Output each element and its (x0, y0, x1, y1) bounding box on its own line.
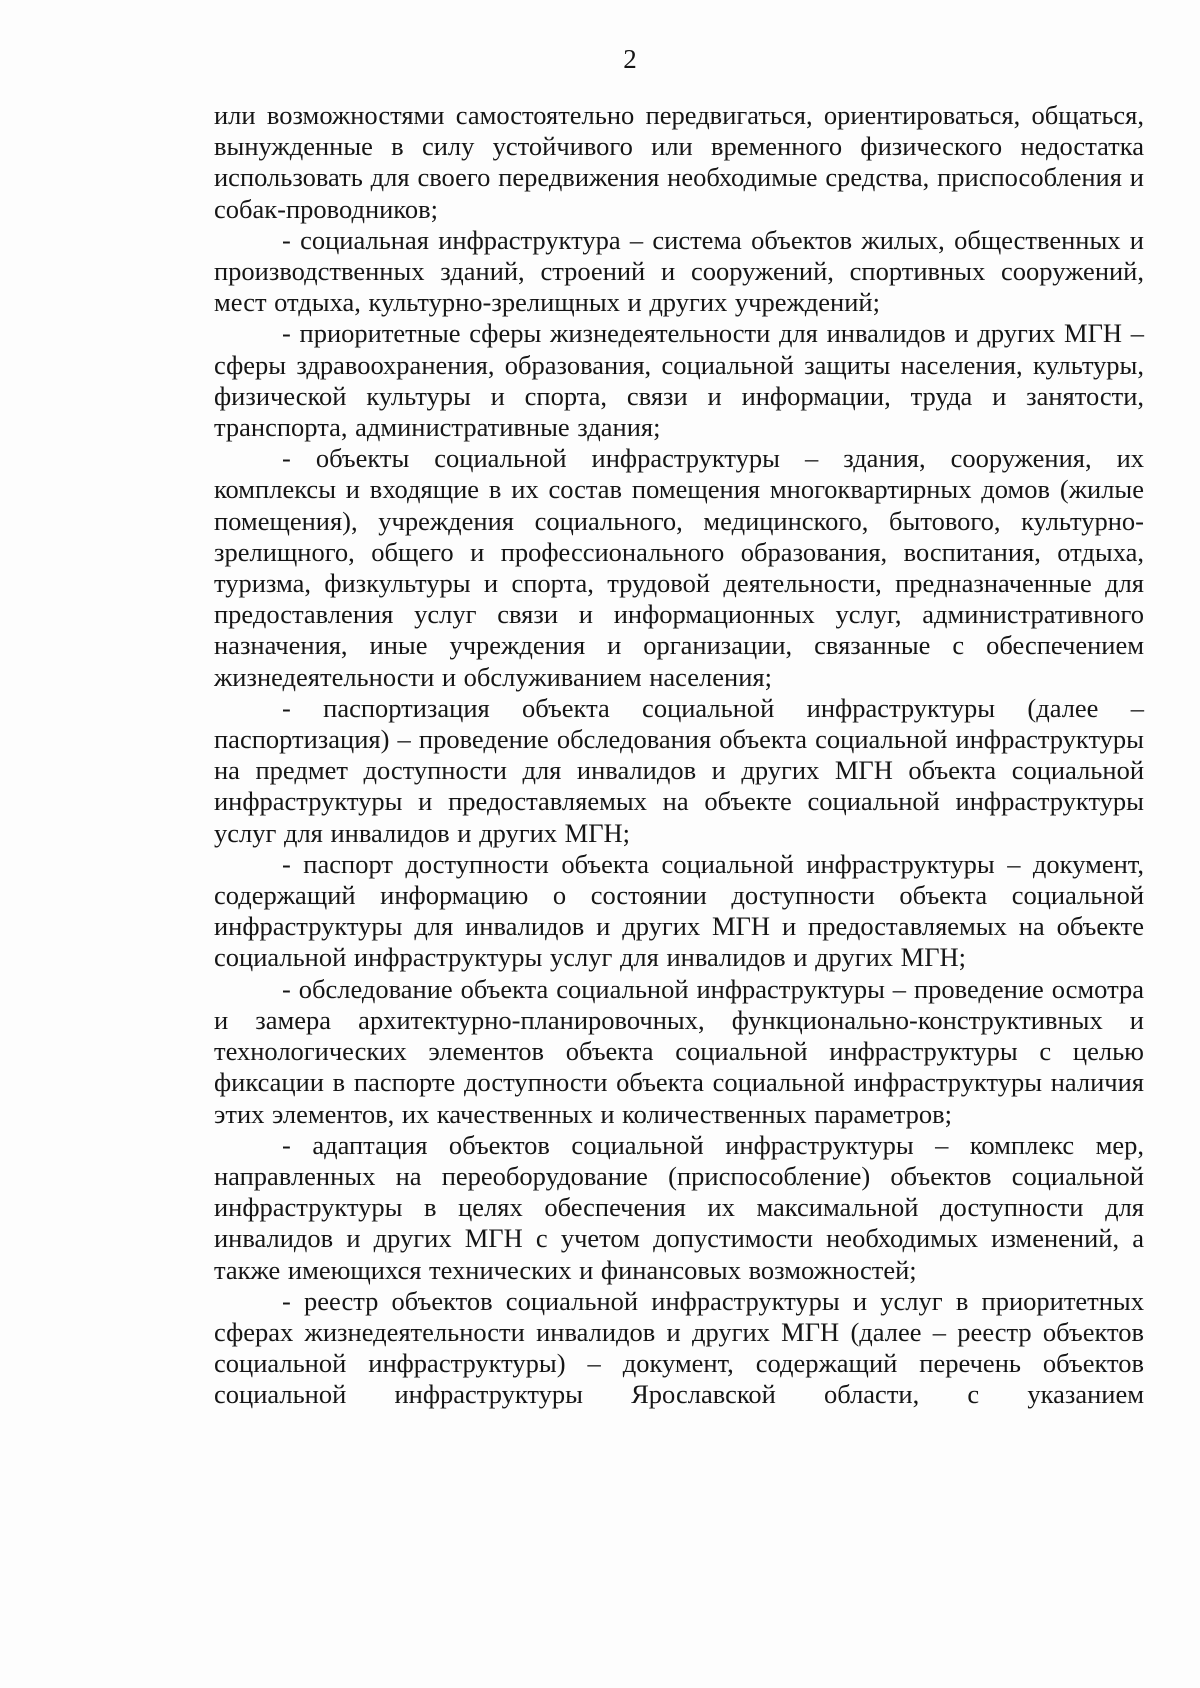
definition-adaptation: - адаптация объектов социальной инфраструктуры – комплекс мер, направленных на переоборудование (приспособление) объектов социальной инфраструктуры в целях обеспечения их максимальной доступности для инвалидов и других МГН с учетом допустимости необходимых изменений, а также имеющихся технических и финансовых возможностей; (214, 1129, 1144, 1285)
document-body (214, 100, 1144, 1411)
definition-accessibility-passport: - паспорт доступности объекта социальной инфраструктуры – документ, содержащий информацию о состоянии доступности объекта социальной инфраструктуры для инвалидов и других МГН и предоставляемых на объекте социальной инфраструктуры услуг для инвалидов и других МГН; (214, 848, 1144, 973)
definition-priority-spheres: - приоритетные сферы жизнедеятельности для инвалидов и других МГН – сферы здравоохранения, образования, социальной защиты населения, культуры, физической культуры и спорта, связи и информации, труда и занятости, транспорта, административные здания; (214, 318, 1144, 443)
definition-register: - реестр объектов социальной инфраструктуры и услуг в приоритетных сферах жизнедеятельности инвалидов и других МГН (далее – реестр объектов социальной инфраструктуры) – документ, содержащий перечень объектов социальной инфраструктуры Ярославской области, с указанием (214, 1285, 1144, 1410)
definition-passportization: - паспортизация объекта социальной инфраструктуры (далее – паспортизация) – проведение обследования объекта социальной инфраструктуры на предмет доступности для инвалидов и других МГН объекта социальной инфраструктуры и предоставляемых на объекте социальной инфраструктуры услуг для инвалидов и других МГН; (214, 692, 1144, 848)
definition-inspection: - обследование объекта социальной инфраструктуры – проведение осмотра и замера архитектурно-планировочных, функционально-конструктивных и технологических элементов объекта социальной инфраструктуры с целью фиксации в паспорте доступности объекта социальной инфраструктуры наличия этих элементов, их качественных и количественных параметров; (214, 973, 1144, 1129)
paragraph-continuation: или возможностями самостоятельно передвигаться, ориентироваться, общаться, вынужденные в силу устойчивого или временного физического недостатка использовать для своего передвижения необходимые средства, приспособления и собак-проводников; (214, 100, 1144, 224)
definition-social-infrastructure: - социальная инфраструктура – система объектов жилых, общественных и производственных зданий, строений и сооружений, спортивных сооружений, мест отдыха, культурно-зрелищных и других учреждений; (214, 224, 1144, 318)
page-number: 2 (623, 44, 637, 74)
definition-social-infrastructure-objects: - объекты социальной инфраструктуры – здания, сооружения, их комплексы и входящие в их состав помещения многоквартирных домов (жилые помещения), учреждения социального, медицинского, бытового, культурно-зрелищного, общего и профессионального образования, воспитания, отдыха, туризма, физкультуры и спорта, трудовой деятельности, предназначенные для предоставления услуг связи и информационных услуг, административного назначения, иные учреждения и организации, связанные с обеспечением жизнедеятельности и обслуживанием населения; (214, 443, 1144, 692)
